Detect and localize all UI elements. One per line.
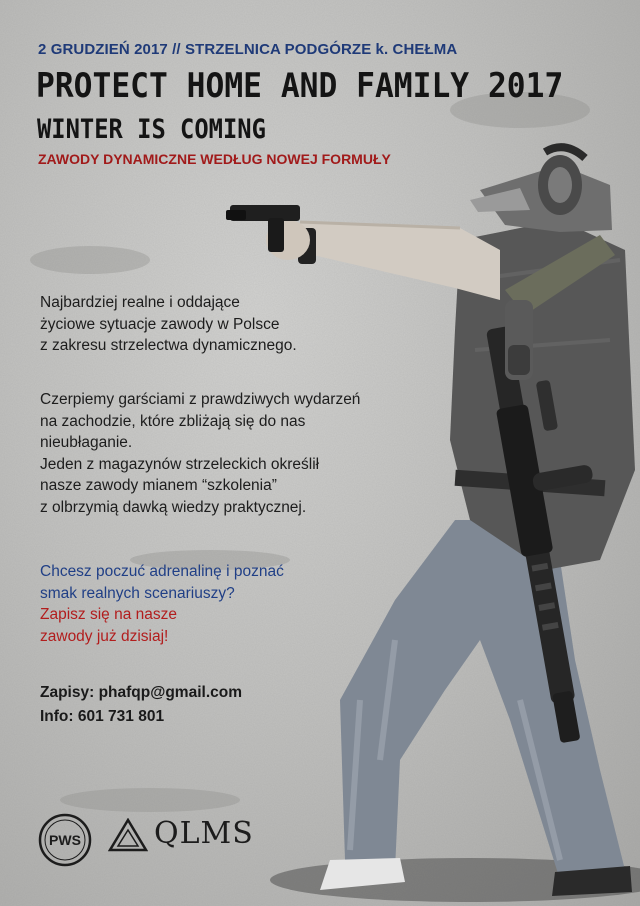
description-line: nieubłaganie.: [40, 434, 133, 451]
event-subtitle: WINTER IS COMING: [37, 114, 266, 145]
description-line: Jeden z magazynów strzeleckich określił: [40, 455, 320, 473]
qlms-logo: [108, 816, 254, 857]
event-title: PROTECT HOME AND FAMILY 2017: [36, 66, 564, 106]
description-line: na zachodzie, które zbliżają się do nas: [40, 412, 306, 430]
description-line: nasze zawody mianem “szkolenia”: [40, 477, 277, 494]
call-to-action: [40, 561, 440, 647]
contact-phone: Info: 601 731 801: [40, 708, 165, 725]
event-date-location: 2 GRUDZIEŃ 2017 // STRZELNICA PODGÓRZE k. CHEŁMA: [38, 41, 458, 58]
cta-question-line: Chcesz poczuć adrenalinę i poznać: [40, 563, 284, 580]
description-line: Czerpiemy garściami z prawdziwych wydarzeń: [40, 391, 361, 408]
intro-line: Najbardziej realne i oddające: [40, 294, 240, 311]
intro-line: życiowe sytuacje zawody w Polsce: [40, 315, 280, 333]
cta-signup-line: zawody już dzisiaj!: [40, 627, 169, 645]
event-tagline: ZAWODY DYNAMICZNE WEDŁUG NOWEJ FORMUŁY: [38, 151, 391, 167]
cta-question-line: smak realnych scenariuszy?: [40, 584, 235, 602]
qlms-logo-text: QLMS: [154, 816, 254, 851]
cta-signup-line: Zapisz się na nasze: [40, 606, 177, 623]
description-paragraph: [40, 389, 440, 518]
contact-email: Zapisy: phafqp@gmail.com: [40, 684, 242, 701]
pws-logo: [38, 813, 92, 867]
qlms-triangle-icon: [108, 818, 148, 852]
description-line: z olbrzymią dawką wiedzy praktycznej.: [40, 498, 307, 516]
intro-paragraph: [40, 292, 440, 357]
pws-logo-text: PWS: [49, 832, 81, 848]
intro-line: z zakresu strzelectwa dynamicznego.: [40, 337, 297, 354]
